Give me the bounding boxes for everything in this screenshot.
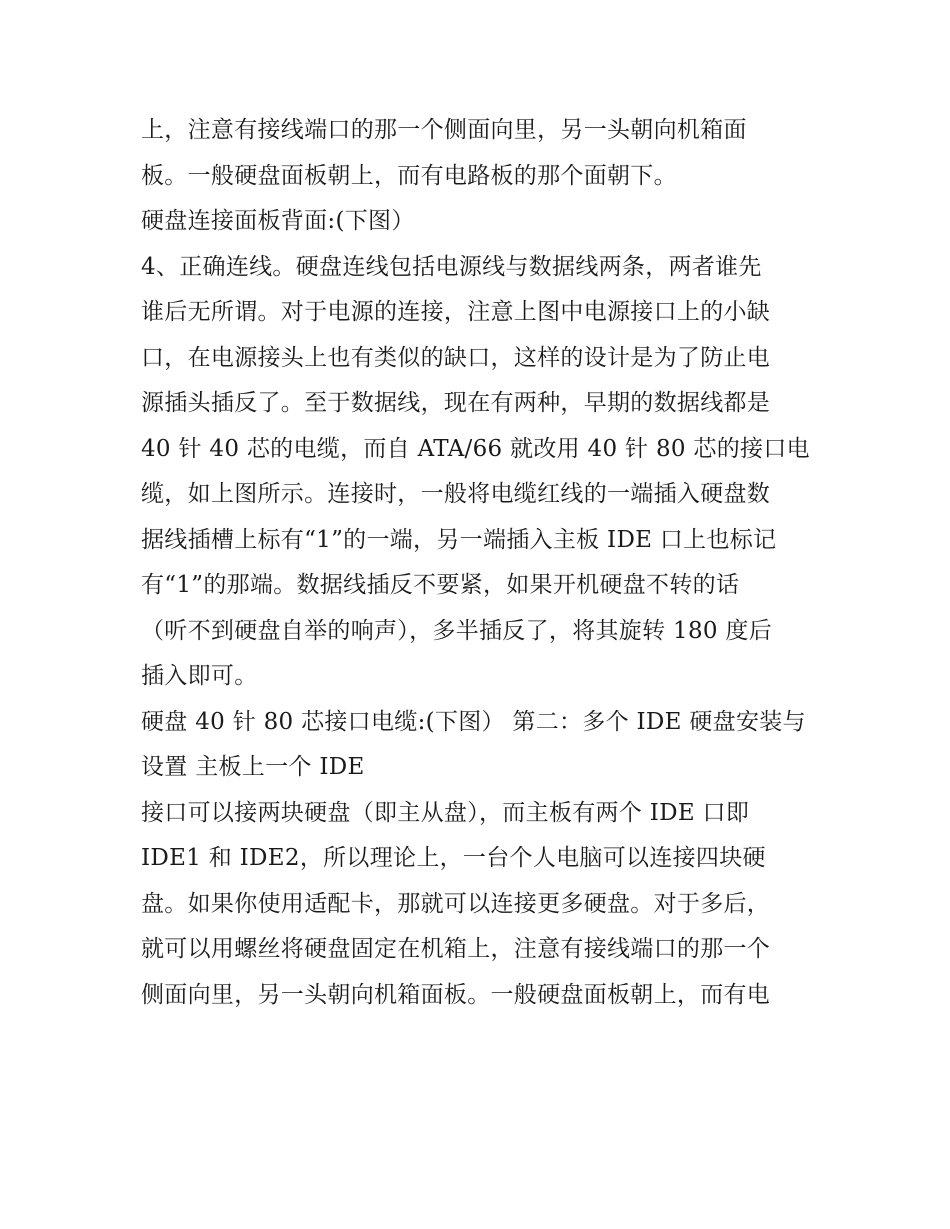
text-line: 硬盘连接面板背面:(下图） (141, 208, 415, 234)
text-line: 设置 主板上一个 IDE (141, 754, 365, 780)
text-line: IDE1 和 IDE2，所以理论上，一台个人电脑可以连接四块硬 (141, 845, 766, 871)
document-body (141, 108, 821, 1018)
text-line: 有“1”的那端。数据线插反不要紧，如果开机硬盘不转的话 (141, 572, 740, 598)
text-line: 插入即可。 (141, 663, 258, 689)
text-line: 就可以用螺丝将硬盘固定在机箱上，注意有接线端口的那一个 (141, 936, 771, 962)
text-line: 谁后无所谓。对于电源的连接，注意上图中电源接口上的小缺 (141, 299, 771, 325)
text-line: 源插头插反了。至于数据线，现在有两种，早期的数据线都是 (141, 390, 771, 416)
text-line: （听不到硬盘自举的响声），多半插反了，将其旋转 180 度后 (141, 617, 773, 644)
text-line: 据线插槽上标有“1”的一端，另一端插入主板 IDE 口上也标记 (141, 526, 777, 553)
text-line: 40 针 40 芯的电缆，而自 ATA/66 就改用 40 针 80 芯的接口电 (141, 435, 810, 462)
text-line: 上，注意有接线端口的那一个侧面向里，另一头朝向机箱面 (141, 117, 747, 143)
text-line: 接口可以接两块硬盘（即主从盘），而主板有两个 IDE 口即 (141, 799, 750, 826)
text-line: 口，在电源接头上也有类似的缺口，这样的设计是为了防止电 (141, 344, 771, 371)
text-line: 板。一般硬盘面板朝上，而有电路板的那个面朝下。 (141, 162, 677, 189)
text-line: 4、正确连线。硬盘连线包括电源线与数据线两条，两者谁先 (141, 253, 762, 280)
text-line: 侧面向里，另一头朝向机箱面板。一般硬盘面板朝上，而有电 (141, 981, 771, 1008)
text-line: 盘。如果你使用适配卡，那就可以连接更多硬盘。对于多后， (141, 890, 771, 917)
text-line: 缆，如上图所示。连接时，一般将电缆红线的一端插入硬盘数 (141, 481, 771, 507)
text-line: 硬盘 40 针 80 芯接口电缆:(下图） 第二：多个 IDE 硬盘安装与 (141, 708, 806, 735)
